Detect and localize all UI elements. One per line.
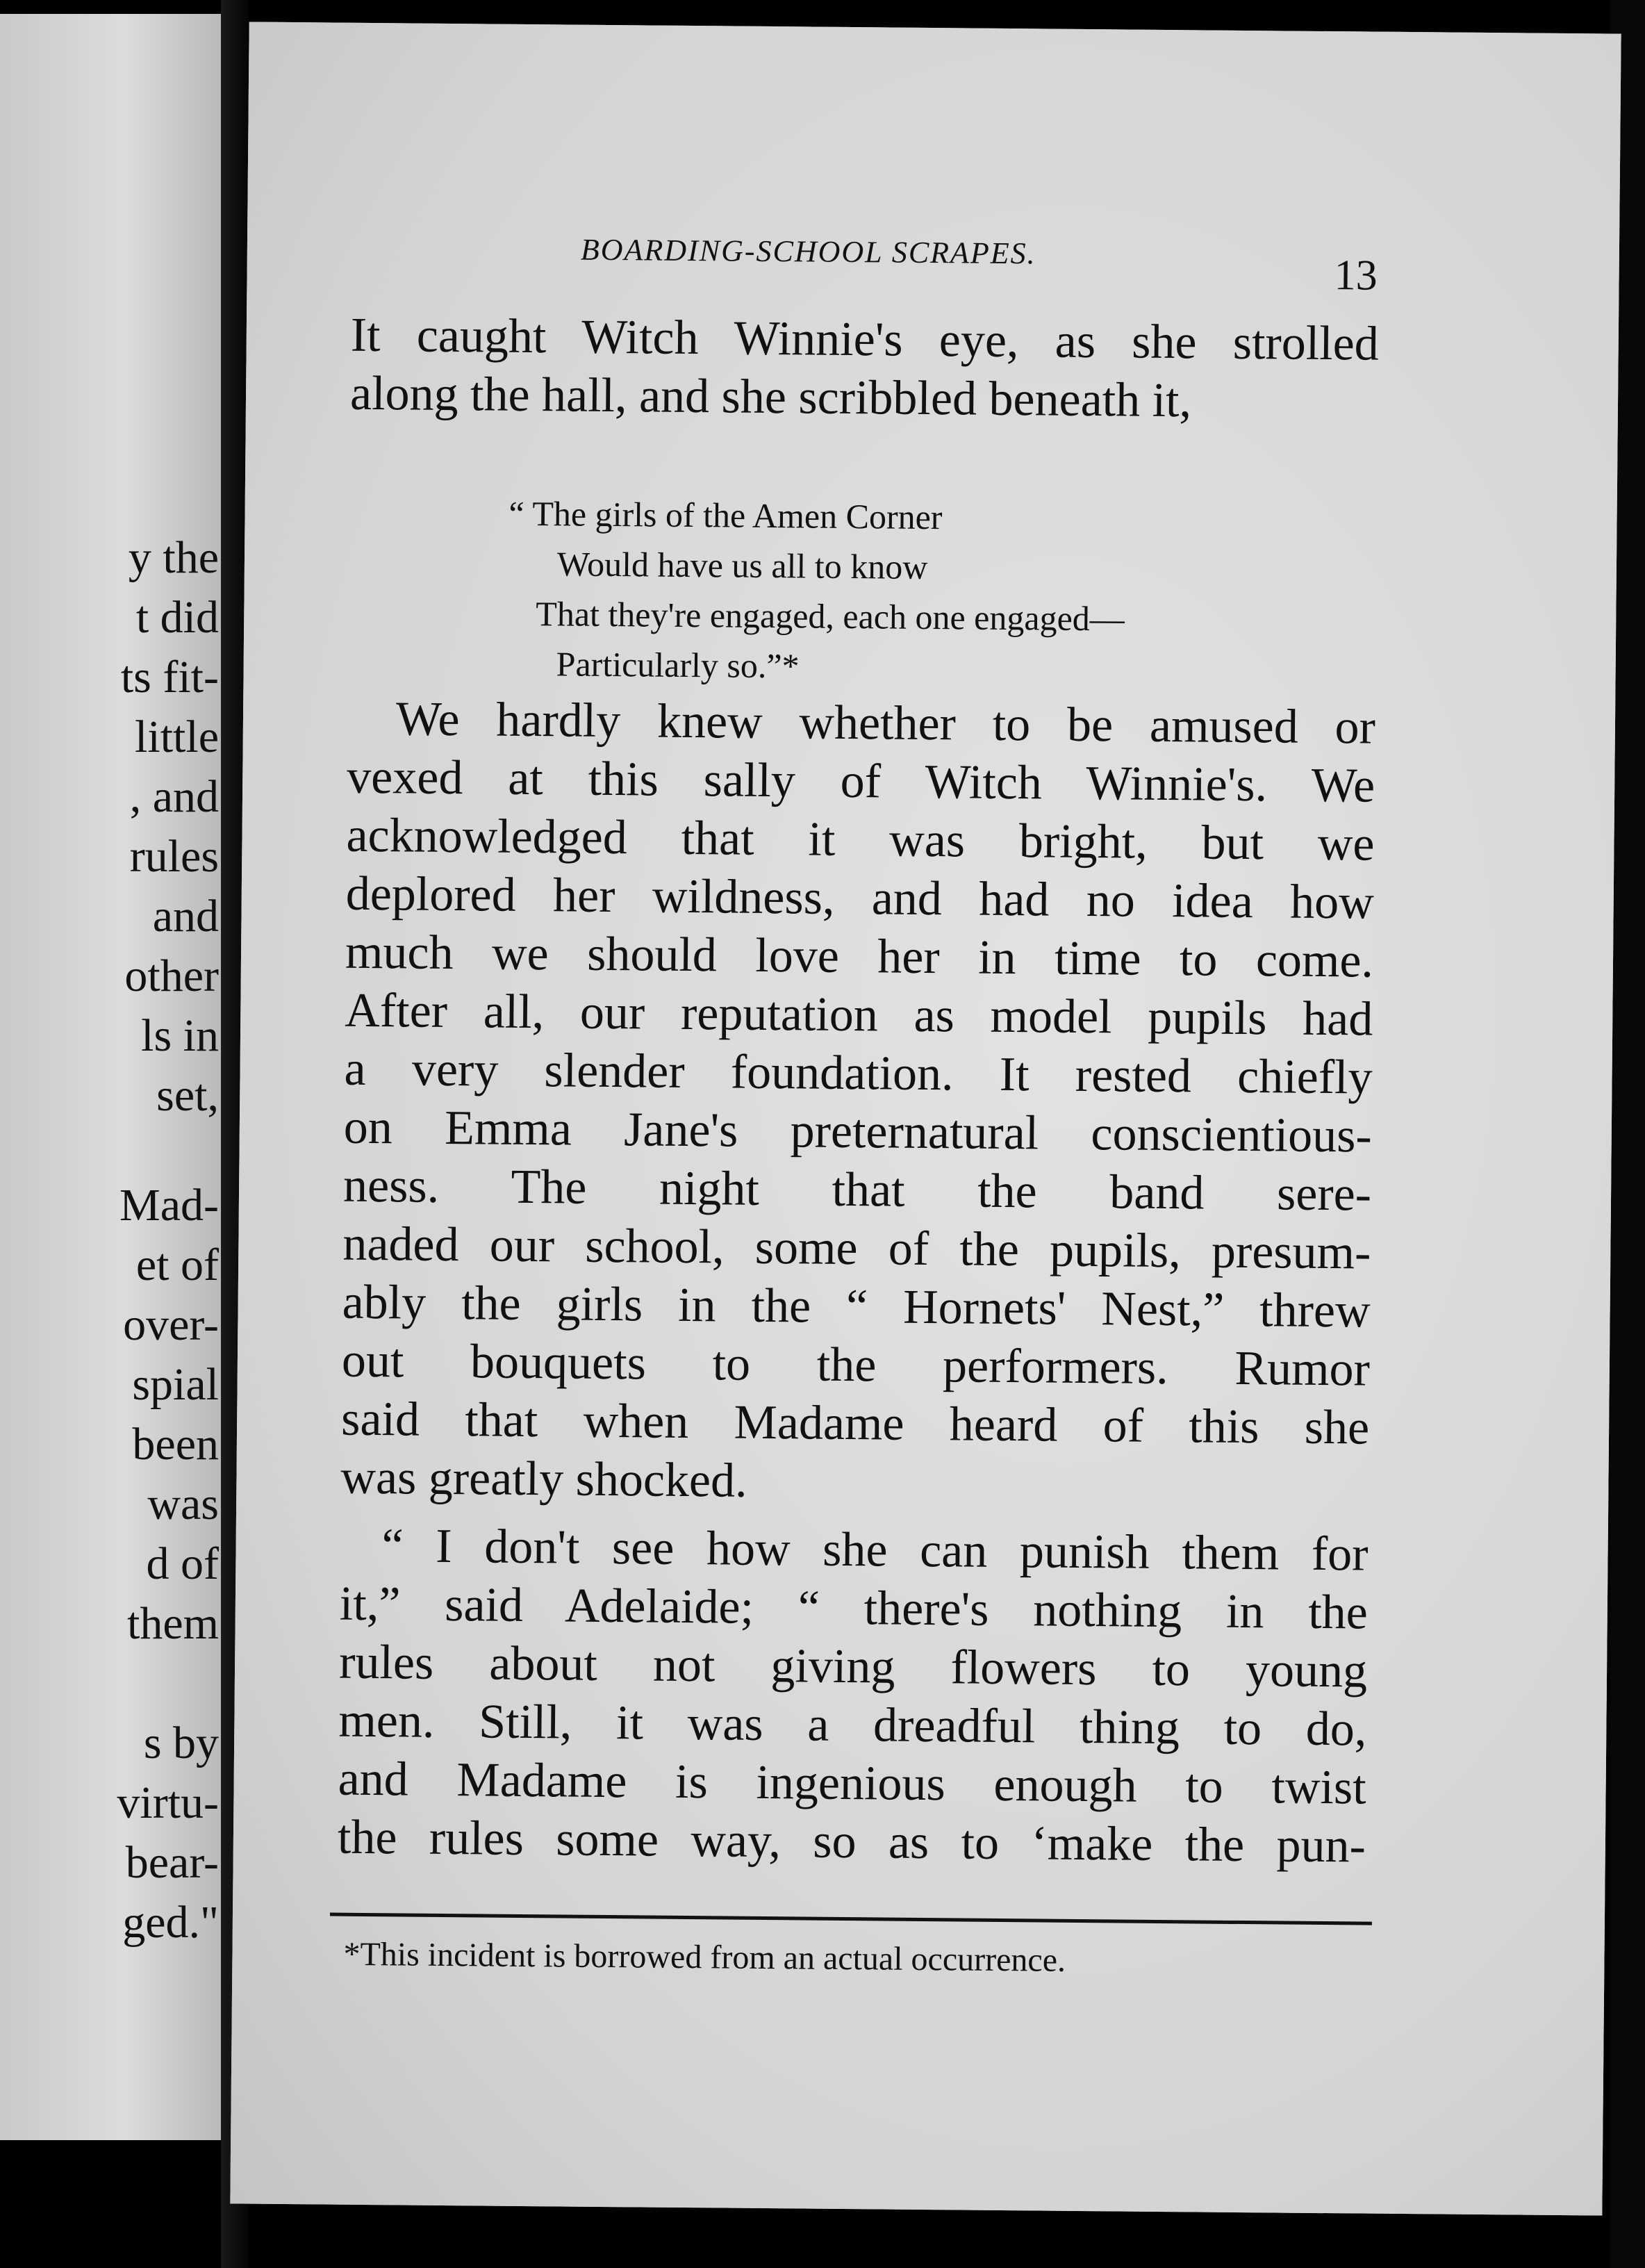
left-page-line: d of [146,1538,219,1589]
verse-line: “ The girls of the Amen Corner [509,493,943,537]
left-page-line: ts fit- [120,652,219,702]
left-page-line: spial [132,1359,219,1410]
left-page-line: and [152,891,219,942]
left-page-line: s by [143,1718,219,1768]
left-page-line: over- [123,1299,219,1350]
verse-line: Particularly so.”* [556,644,800,686]
left-page-line: been [132,1419,219,1470]
left-page-line: ls in [141,1010,219,1061]
left-page-line: them [127,1598,219,1649]
text-line: it,” said Adelaide; “ there's nothing in the [339,1577,1369,1640]
text-line: a very slender foundation. It rested chiefly [344,1042,1373,1105]
left-page-line: t did [135,592,219,643]
footnote-rule [330,1913,1372,1925]
text-line: acknowledged that it was bright, but we [346,808,1375,871]
text-line: men. Still, it was a dreadful thing to do, [338,1693,1367,1757]
text-line: naded our school, some of the pupils, presum- [342,1217,1371,1280]
left-page-line: Mad- [119,1180,219,1231]
verse-line: Would have us all to know [556,544,928,586]
left-page-line: was [147,1479,219,1529]
text-line: the rules some way, so as to ‘make the pun- [337,1810,1366,1873]
left-page-line: , and [129,771,219,822]
left-page-line: little [135,712,219,762]
text-line: ably the girls in the “ Hornets' Nest,” threw [342,1275,1371,1338]
intro-paragraph [350,306,1379,432]
paragraph-adelaide [338,1517,1369,1876]
running-head: BOARDING-SCHOOL SCRAPES. [580,232,1036,271]
left-page-line: ged." [122,1897,219,1948]
left-page-line: virtu- [117,1777,219,1828]
text-line: rules about not giving flowers to young [338,1635,1368,1698]
text-line: We hardly knew whether to be amused or [395,692,1376,755]
left-page-line: rules [129,831,219,882]
text-line: It caught Witch Winnie's eye, as she strolled [350,308,1380,371]
text-line: along the hall, and she scribbled beneath it, [349,366,1192,428]
footnote: *This incident is borrowed from an actual occurrence. [343,1935,1066,1979]
text-line: was greatly shocked. [340,1450,747,1508]
page-number: 13 [1334,252,1378,299]
left-facing-page [0,14,226,2140]
text-line: ness. The night that the band sere- [342,1158,1372,1222]
text-line: said that when Madame heard of this she [340,1392,1370,1455]
paragraph-amused [340,690,1375,1516]
verse-block [507,488,1125,694]
text-line: out bouquets to the performers. Rumor [341,1333,1371,1397]
text-line: After all, our reputation as model pupils had [344,983,1373,1046]
left-page-line: other [124,951,219,1001]
left-page-line: bear- [125,1837,219,1888]
text-line: much we should love her in time to come. [345,925,1374,988]
text-line: “ I don't see how she can punish them for [381,1519,1369,1581]
text-line: vexed at this sally of Witch Winnie's. We [346,750,1375,813]
verse-line: That they're engaged, each one engaged— [536,594,1125,639]
left-page-line: y the [128,532,219,583]
text-line: on Emma Jane's preternatural conscientious- [343,1100,1373,1163]
book-page [230,22,1621,2215]
left-page-line: et of [135,1240,219,1290]
text-line: deplored her wildness, and had no idea how [345,866,1375,930]
left-page-line: set, [156,1070,219,1121]
text-line: and Madame is ingenious enough to twist [338,1752,1366,1815]
